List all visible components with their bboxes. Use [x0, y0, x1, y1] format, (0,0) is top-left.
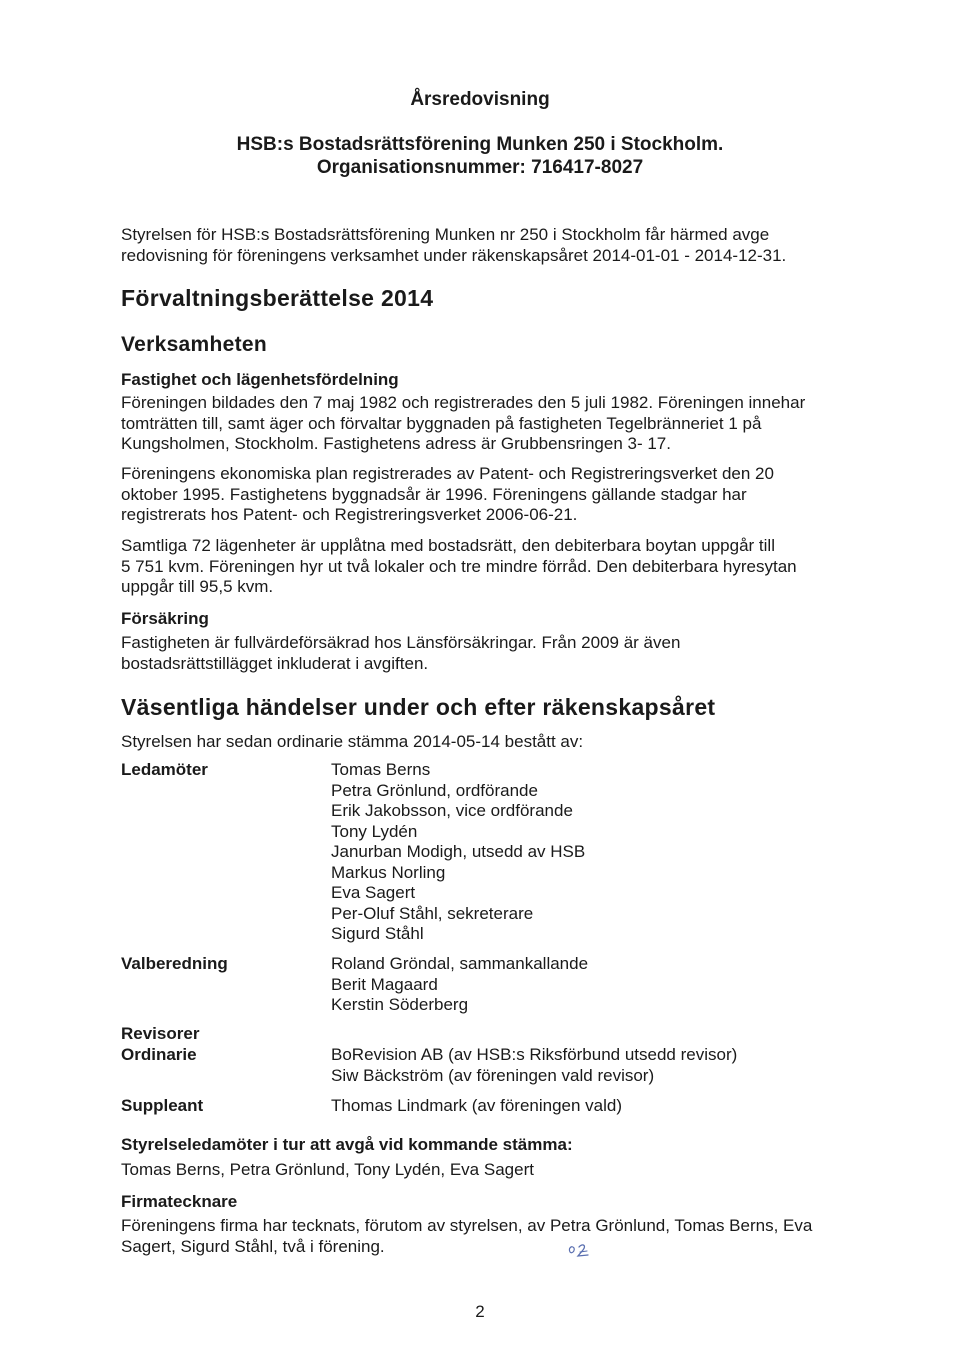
organization-name: HSB:s Bostadsrättsförening Munken 250 i Stockholm.: [236, 134, 724, 155]
page-number: 2: [475, 1302, 485, 1321]
paragraph-firmatecknare: [121, 1216, 812, 1257]
list-item: Siw Bäckström (av föreningen vald revisor): [331, 1065, 655, 1085]
paragraph-line: bostadsrättstillägget inkluderat i avgiften.: [121, 653, 429, 673]
label-revisorer: Revisorer: [121, 1024, 200, 1043]
list-item: BoRevision AB (av HSB:s Riksförbund utsedd revisor): [331, 1045, 738, 1064]
label-suppleant: Suppleant: [121, 1096, 204, 1115]
paragraph-line: tomträtten till, samt äger och förvaltar byggnaden på fastigheten Tegelbränneriet 1 på: [121, 413, 762, 433]
paragraph-ekonomisk-plan: [121, 464, 774, 526]
list-item: Janurban Modigh, utsedd av HSB: [331, 842, 586, 861]
list-item: Eva Sagert: [331, 883, 416, 902]
document-title: Årsredovisning: [410, 89, 550, 110]
list-item: Sigurd Ståhl: [331, 924, 424, 943]
tur-att-avga-names: Tomas Berns, Petra Grönlund, Tony Lydén, Eva Sagert: [121, 1160, 534, 1179]
list-item: Markus Norling: [331, 862, 446, 882]
list-item: Tomas Berns: [331, 760, 431, 779]
label-ordinarie: Ordinarie: [121, 1045, 197, 1064]
paragraph-line: registrerats hos Patent- och Registreringsverket 2006-06-21.: [121, 505, 578, 524]
paragraph-line: uppgår till 95,5 kvm.: [121, 577, 274, 596]
paragraph-line: Samtliga 72 lägenheter är upplåtna med bostadsrätt, den debiterbara boytan uppgår till: [121, 536, 775, 555]
label-valberedning: Valberedning: [121, 954, 228, 973]
subheading-firmatecknare: Firmatecknare: [121, 1192, 238, 1211]
suppleant-name: Thomas Lindmark (av föreningen vald): [331, 1096, 623, 1115]
paragraph-line: Fastigheten är fullvärdeförsäkrad hos Länsförsäkringar. Från 2009 är även: [121, 633, 681, 652]
list-ordinarie: [331, 1045, 737, 1086]
intro-line: Styrelsen för HSB:s Bostadsrättsförening Munken nr 250 i Stockholm får härmed avge: [121, 225, 770, 244]
paragraph-fastighet: [121, 393, 805, 455]
paragraph-line: 5 751 kvm. Föreningen hyr ut två lokaler och tre mindre förråd. Den debiterbara hyresytan: [121, 556, 797, 576]
paragraph-line: Kungsholmen, Stockholm. Fastighetens adress är Grubbensringen 3- 17.: [121, 434, 671, 453]
paragraph-line: Sagert, Sigurd Ståhl, två i förening.: [121, 1236, 385, 1256]
subheading-forsakring: Försäkring: [121, 609, 209, 628]
list-item: Kerstin Söderberg: [331, 995, 469, 1014]
paragraph-lagenheter: [121, 536, 797, 598]
intro-line: redovisning för föreningens verksamhet under räkenskapsåret 2014-01-01 - 2014-12-31.: [121, 245, 787, 265]
list-item: Tony Lydén: [331, 821, 418, 841]
list-item: Roland Gröndal, sammankallande: [331, 954, 589, 973]
paragraph-forsakring: [121, 633, 680, 674]
paragraph-line: Föreningens firma har tecknats, förutom av styrelsen, av Petra Grönlund, Tomas Berns, Eva: [121, 1216, 813, 1235]
subheading-tur-att-avga: Styrelseledamöter i tur att avgå vid kommande stämma:: [121, 1135, 573, 1154]
paragraph-line: oktober 1995. Fastighetens byggnadsår är 1996. Föreningens gällande stadgar har: [121, 484, 747, 504]
intro-paragraph: [121, 225, 786, 266]
list-item: Erik Jakobsson, vice ordförande: [331, 801, 573, 820]
list-valberedning: [331, 954, 588, 1016]
section-heading-verksamheten: Verksamheten: [121, 333, 268, 356]
paragraph-line: Föreningens ekonomiska plan registrerades av Patent- och Registreringsverket den 20: [121, 464, 774, 483]
paragraph-line: Föreningen bildades den 7 maj 1982 och registrerades den 5 juli 1982. Föreningen innehar: [121, 393, 806, 412]
subheading-fastighet: Fastighet och lägenhetsfördelning: [121, 370, 399, 389]
list-item: Berit Magaard: [331, 974, 438, 994]
label-ledamoter: Ledamöter: [121, 760, 208, 779]
list-item: Per-Oluf Ståhl, sekreterare: [331, 903, 534, 923]
list-ledamoter: [331, 760, 585, 945]
list-item: Petra Grönlund, ordförande: [331, 780, 538, 800]
section-heading-vasentliga-handelser: Väsentliga händelser under och efter räkenskapsåret: [121, 694, 716, 720]
board-intro: Styrelsen har sedan ordinarie stämma 2014-05-14 bestått av:: [121, 732, 584, 751]
section-heading-forvaltningsberattelse: Förvaltningsberättelse 2014: [121, 285, 434, 311]
handwritten-initials-icon: [566, 1238, 598, 1260]
organization-number: Organisationsnummer: 716417-8027: [316, 157, 644, 178]
